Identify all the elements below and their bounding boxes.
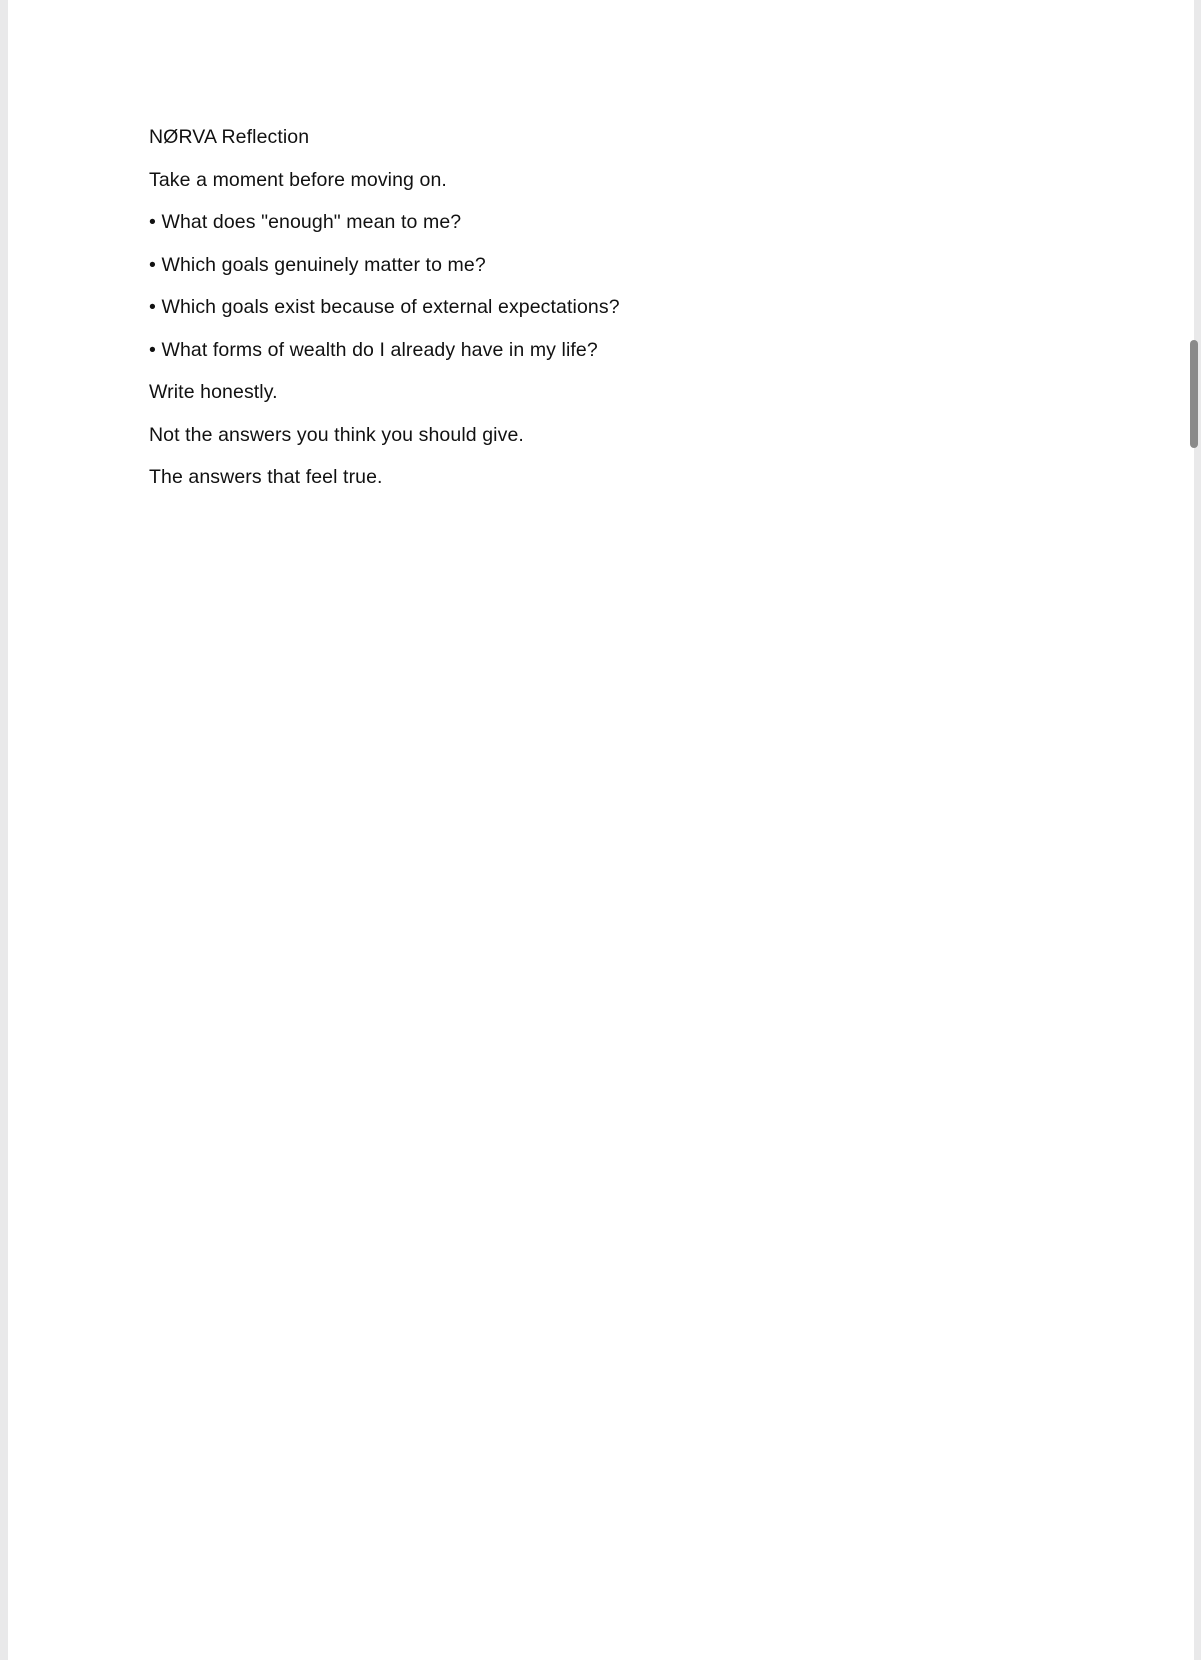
vertical-scrollbar[interactable] [1187, 0, 1201, 1660]
question-item: • Which goals genuinely matter to me? [149, 254, 486, 276]
document-page [8, 0, 1194, 1660]
document-heading: NØRVA Reflection [149, 126, 310, 148]
question-item: • What does "enough" mean to me? [149, 211, 462, 233]
closing-text: Not the answers you think you should give. [149, 424, 524, 446]
closing-text: The answers that feel true. [149, 466, 383, 488]
intro-text: Take a moment before moving on. [149, 169, 447, 191]
closing-text: Write honestly. [149, 381, 278, 403]
scrollbar-thumb[interactable] [1190, 340, 1198, 448]
question-item: • What forms of wealth do I already have in my life? [149, 339, 598, 361]
question-item: • Which goals exist because of external expectations? [149, 296, 620, 318]
